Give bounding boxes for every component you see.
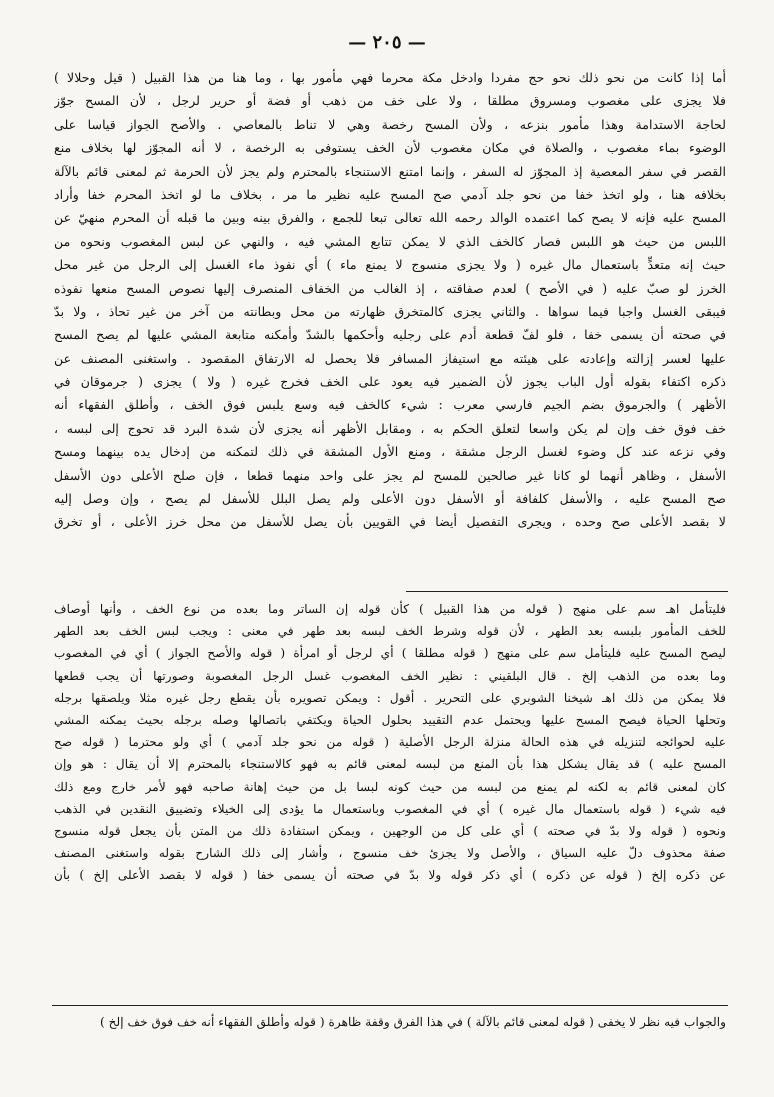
main-line: الأسفل ، وظاهر أنهما لو كانا غير صالحين للمسح لم يجز على واحد منهما قطعا ، فإن صلح الأعلى دون الأسفل <box>54 467 726 483</box>
commentary-line: عليه لحوائجه لتنزيله في هذه الحالة منزلة الرجل الأصلية ( قوله من نحو جلد آدمي ) أي ولو محترما ( قوله صح <box>54 735 726 750</box>
footer-line: والجواب فيه نظر لا يخفى ( قوله لمعنى قائم بالآلة ) في هذا الفرق وقفة ظاهرة ( قوله وأطلق الفقهاء أنه خف فوق خف إلخ ) <box>100 1015 726 1029</box>
main-line: اللبس من حيث هو اللبس فصار كالخف الذي لا يمكن تتابع المشي فيه ، والنهي عن لبس المغصوب ونحوه من <box>54 233 726 249</box>
page-number: — ٢٠٥ — <box>348 32 426 53</box>
commentary-line: فلا يمكن من ذلك اهـ شيخنا الشوبري على التحرير . أقول : ويمكن تصويره بأن يقطع رجل غيره مثلا ويلصقها برجله <box>54 690 726 705</box>
main-line: حيث إنه متعدٍّ باستعمال مال غيره ( ولا يجزى منسوج لا يمنع ماء ) أي نفوذ ماء الغسل إلى الرجل من غير محل <box>54 257 726 273</box>
commentary-line: المسح عليه ) قد يقال يشكل هذا بأن المنع من لبسه لمعنى قائم به فهو كالاستنجاء بالمحترم إلا أن يقال : هو وإن <box>54 757 726 772</box>
commentary-line: عن ذكره إلخ ( قوله عن ذكره ) أي ذكر قوله ولا بدّ في صحته أن يسمى خفا ( قوله لا بقصد الأعلى إلخ ) بأن <box>54 868 726 883</box>
footer-text <box>54 1011 726 1033</box>
main-line: ذكره اكتفاء بقوله أول الباب يجوز لأن الضمير فيه يعود على الخف فخرج غيره ( ولا ) يجزى ( جرموقان في <box>54 374 726 390</box>
commentary-line: فيه شيء ( قوله باستعمال مال غيره ) أي في المغصوب وباستعمال ما يؤدى إلى الخيلاء وتضييق النقدين في الذهب <box>54 801 726 816</box>
main-line: الخرز لو صبّ عليه ( في الأصح ) لعدم صفاقته ، إذ الغالب من الخفاف المنصرف إليها نصوص المسح منعها نفوذه <box>54 280 726 296</box>
main-text <box>54 66 726 534</box>
commentary-divider <box>406 591 728 592</box>
main-line: الأظهر ) والجرموق بضم الجيم فارسي معرب : شيء كالخف فيه وسع يلبس فوق الخف ، وأطلق الفقهاء أنه <box>54 397 726 413</box>
main-line: في صحته أن يسمى خفا ، فلو لفّ قطعة أدم على رجليه وأحكمها بالشدّ وأمكنه متابعة المشي عليها لم يصح المسح <box>54 327 726 343</box>
commentary-line: فليتأمل اهـ سم على منهج ( قوله من هذا القبيل ) كأن قوله إن الساتر وما بعده من نوع الخف ، وأنها أوصاف <box>54 602 726 616</box>
main-line: لا بقصد الأعلى صح وحده ، ويجرى التفصيل أيضا في القويين بأن يصل للأسفل من محل خرز الأعلى ، أو تخرق <box>54 514 726 530</box>
main-line: بخلافه هنا ، ولو اتخذ خفا من نحو جلد آدمي صح المسح عليه نظير ما مر ، بخلاف ما لو اتخذ المحرم خفا وأراد <box>54 186 726 202</box>
commentary-line: ونحوه ( قوله ولا بدّ في صحته ) أي على كل من الوجهين ، ويمكن استفادة ذلك من المتن بأن يجعل قوله منسوج <box>54 823 726 838</box>
commentary-text <box>54 598 726 886</box>
commentary-line: كان لمعنى قائم به لكنه لم يمنع من لبسه من حيث كونه لبسا بل من حيث إهانة صاحبه فهو لأمر خارج ومع ذلك <box>54 779 726 794</box>
main-line: فلا يجزى على مغصوب ومسروق مطلقا ، ولا على خف من ذهب أو فضة أو حرير لرجل ، لأن المسح جوّز <box>54 93 726 109</box>
commentary-line: للخف المأمور بلبسه بعد الطهر ، لأن قوله وشرط الخف لبسه بعد طهر في معنى : ويجب لبس الخف بعد الطهر <box>54 624 726 639</box>
main-line: الوضوء بماء مغصوب ، والصلاة في مكان مغصوب لأن الخف يستوفى به الرخصة ، لا أنه المجوّز لها بخلاف منع <box>54 140 726 156</box>
main-line: عليها لعسر إزالته وإعادته على هيئته مع استيفاز المسافر فلا يحصل له الارتفاق المقصود . واستغنى المصنف عن <box>54 350 726 366</box>
main-line: لحاجة الاستدامة وهذا مأمور بنزعه ، ولأن المسح رخصة وهي لا تناط بالمعاصي . والأصح الجواز قياسا على <box>54 116 726 132</box>
main-line: أما إذا كانت من نحو ذلك نحو حج مفردا وادخل مكة محرما فهي مأمور بها ، وما هنا من هذا القبيل ( قيل وحلالا ) <box>54 70 726 85</box>
commentary-line: وتحلها الحياة فيصح المسح عليها ويحتمل عدم التقييد بحلول الحياة ويكتفي باتصالها وصله برجله بحيث يمكنه المشي <box>54 712 726 727</box>
main-line: خف فوق خف وإن لم يكن واسعا لتعلق الحكم به ، ومقابل الأظهر أنه يجزى لأن شدة البرد قد تحوج إلى لبسه ، <box>54 420 726 436</box>
commentary-line: وما بعده من الذهب إلخ . قال البلقيني : نظير الخف المغصوب غسل الرجل المغصوبة وصورتها أن يجب قطعها <box>54 668 726 683</box>
commentary-line: ليصح المسح عليه فليتأمل سم على منهج ( قوله مطلقا ) أي لرجل أو امرأة ( قوله والأصح الجواز ) أي في المغصوب <box>54 646 726 661</box>
footer-divider <box>52 1005 728 1006</box>
main-line: وفي نزعه عند كل وضوء لغسل الرجل مشقة ، ومنع الأول المشقة في ذلك لتمكنه من إدخال يده بينهما ومسح <box>54 444 726 460</box>
main-line: المسح عليه فإنه لا يصح كما اعتمده الوالد رحمه الله تعالى تبعا للجمع ، والفرق بينه وبين ما قبله أن المحرم منهيّ عن <box>54 210 726 226</box>
main-line: صح المسح عليه ، والأسفل كلفافة أو الأسفل دون الأعلى ولم يصل البلل للأسفل لم يصح ، وإن وصل إليه <box>54 491 726 507</box>
main-line: فيبقى الغسل واجبا فيما سواها . والثاني يجزى كالمتخرق ظهارته من محل وبطانته من آخر من غير تحاذ ، ولا بدّ <box>54 303 726 319</box>
main-line: القصر في سفر المعصية إذ المجوّز له السفر ، وإنما امتنع الاستنجاء بالمحترم ولم يجز لأن الحرمة ثم لمعنى قائم بالآلة <box>54 163 726 179</box>
commentary-line: صفة محذوف دلّ عليه السياق ، والأصل ولا يجزئ خف منسوج ، وأشار إلى ذلك الشارح بقوله واستغنى المصنف <box>54 846 726 861</box>
